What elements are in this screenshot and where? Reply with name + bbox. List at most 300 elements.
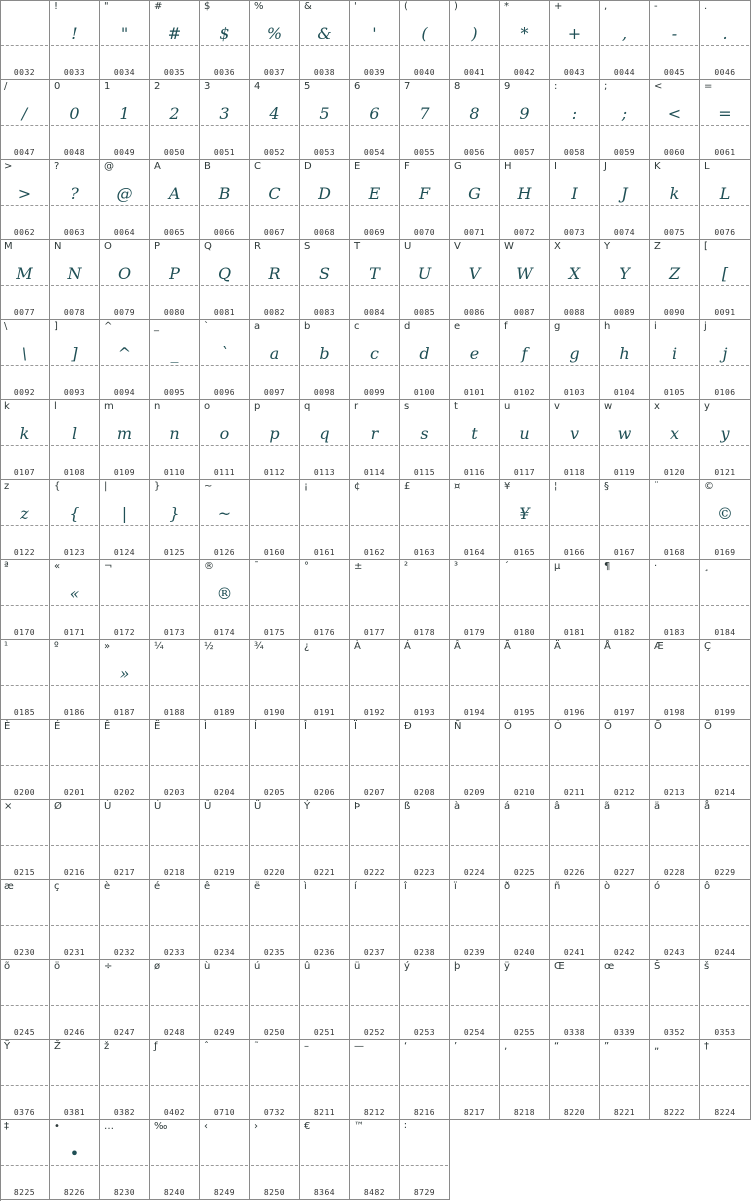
char-code: 0045	[663, 68, 686, 77]
reference-char: «	[54, 561, 61, 572]
reference-char: T	[354, 241, 361, 252]
font-glyph	[0, 822, 49, 846]
reference-char: Ÿ	[4, 1041, 11, 1052]
font-glyph	[400, 982, 449, 1006]
char-code: 0071	[463, 228, 486, 237]
reference-char: ì	[304, 881, 307, 892]
glyph-cell	[0, 0, 50, 80]
char-code: 0084	[363, 308, 386, 317]
char-code: 0167	[613, 548, 636, 557]
font-glyph	[600, 982, 649, 1006]
glyph-cell	[150, 960, 200, 1040]
glyph-cell	[700, 800, 751, 880]
font-glyph: .	[722, 24, 728, 43]
char-code: 0236	[313, 948, 336, 957]
reference-char: Î	[304, 721, 307, 732]
char-code: 0172	[113, 628, 136, 637]
char-code: 0098	[313, 388, 336, 397]
glyph-cell	[250, 400, 300, 480]
glyph-cell	[600, 400, 650, 480]
font-glyph	[500, 902, 549, 926]
glyph-cell	[400, 80, 450, 160]
char-code: 0234	[213, 948, 236, 957]
font-glyph	[700, 662, 750, 686]
char-code: 0219	[213, 868, 236, 877]
glyph-cell	[500, 640, 550, 720]
glyph-cell	[50, 320, 100, 400]
reference-char: a	[254, 321, 261, 332]
glyph-cell	[150, 720, 200, 800]
font-glyph	[400, 502, 449, 526]
font-glyph	[450, 1062, 499, 1086]
reference-char: 6	[354, 81, 361, 92]
glyph-cell	[300, 880, 350, 960]
glyph-cell	[450, 1040, 500, 1120]
font-glyph	[300, 902, 349, 926]
font-glyph	[300, 1062, 349, 1086]
reference-char: Š	[654, 961, 661, 972]
reference-char: ý	[404, 961, 410, 972]
char-code: 0188	[163, 708, 186, 717]
reference-char: |	[104, 481, 108, 492]
font-glyph: +	[567, 24, 582, 43]
reference-char: q	[304, 401, 311, 412]
char-code: 0039	[363, 68, 386, 77]
glyph-cell	[50, 400, 100, 480]
font-glyph	[650, 662, 699, 686]
font-glyph: 2	[169, 104, 180, 123]
font-glyph: X	[568, 264, 581, 283]
font-glyph	[250, 1062, 299, 1086]
glyph-cell	[50, 480, 100, 560]
glyph-cell	[250, 1120, 300, 1200]
reference-char: ×	[4, 801, 13, 812]
glyph-cell	[0, 1120, 50, 1200]
char-code: 0201	[63, 788, 86, 797]
font-glyph: y	[720, 424, 730, 443]
font-glyph: v	[569, 424, 580, 443]
reference-char: Ú	[154, 801, 162, 812]
font-glyph	[450, 662, 499, 686]
glyph-cell	[650, 400, 700, 480]
font-glyph	[400, 582, 449, 606]
reference-char: <	[654, 81, 663, 92]
char-code: 0032	[13, 68, 36, 77]
font-glyph: b	[319, 344, 330, 363]
reference-char: ¢	[354, 481, 361, 492]
char-code: 0226	[563, 868, 586, 877]
font-glyph	[250, 742, 299, 766]
font-glyph: •	[69, 1144, 80, 1163]
font-glyph: )	[471, 24, 478, 43]
font-glyph: 3	[219, 104, 230, 123]
char-code: 0227	[613, 868, 636, 877]
reference-char: (	[404, 1, 408, 12]
glyph-cell	[300, 240, 350, 320]
glyph-cell	[200, 0, 250, 80]
font-glyph: k	[669, 184, 680, 203]
glyph-cell	[700, 160, 751, 240]
char-code: 0339	[613, 1028, 636, 1037]
font-glyph: Z	[668, 264, 681, 283]
glyph-cell	[300, 0, 350, 80]
reference-char: ¿	[304, 641, 310, 652]
glyph-cell	[350, 1040, 400, 1120]
font-glyph	[350, 1142, 399, 1166]
char-code: 0069	[363, 228, 386, 237]
font-glyph	[350, 662, 399, 686]
reference-char: y	[704, 401, 710, 412]
char-code: 0189	[213, 708, 236, 717]
char-code: 8364	[313, 1188, 336, 1197]
char-code: 8240	[163, 1188, 186, 1197]
glyph-cell	[200, 320, 250, 400]
font-glyph	[450, 822, 499, 846]
reference-char: ž	[104, 1041, 110, 1052]
font-glyph	[200, 742, 249, 766]
glyph-cell	[100, 0, 150, 80]
reference-char: 7	[404, 81, 411, 92]
glyph-cell	[100, 720, 150, 800]
font-glyph	[150, 582, 199, 606]
font-glyph: i	[671, 344, 678, 363]
reference-char: G	[454, 161, 462, 172]
font-glyph	[350, 742, 399, 766]
char-code: 0040	[413, 68, 436, 77]
char-code: 0096	[213, 388, 236, 397]
reference-char: /	[4, 81, 8, 92]
reference-char: î	[404, 881, 407, 892]
reference-char: †	[704, 1041, 709, 1052]
char-code: 0072	[513, 228, 536, 237]
glyph-cell	[500, 880, 550, 960]
font-glyph: k	[19, 424, 30, 443]
char-code: 0089	[613, 308, 636, 317]
reference-char: x	[654, 401, 660, 412]
glyph-cell	[350, 720, 400, 800]
reference-char: ‹	[204, 1121, 208, 1132]
font-glyph	[100, 902, 149, 926]
char-code: 0123	[63, 548, 86, 557]
reference-char: c	[354, 321, 360, 332]
char-code: 0232	[113, 948, 136, 957]
font-glyph	[600, 502, 649, 526]
glyph-cell	[250, 720, 300, 800]
reference-char: C	[254, 161, 261, 172]
glyph-cell	[0, 880, 50, 960]
glyph-cell	[300, 160, 350, 240]
reference-char: “	[554, 1041, 560, 1052]
char-code: 0221	[313, 868, 336, 877]
glyph-cell	[700, 320, 751, 400]
glyph-cell	[600, 320, 650, 400]
char-code: 0077	[13, 308, 36, 317]
font-glyph: h	[619, 344, 630, 363]
glyph-cell	[350, 800, 400, 880]
glyph-cell	[700, 0, 751, 80]
font-glyph: 4	[269, 104, 280, 123]
font-glyph	[650, 742, 699, 766]
font-glyph	[600, 742, 649, 766]
font-glyph	[600, 1062, 649, 1086]
char-code: 0193	[413, 708, 436, 717]
glyph-cell	[200, 160, 250, 240]
char-code: 0190	[263, 708, 286, 717]
font-glyph: F	[418, 184, 431, 203]
reference-char: Ý	[304, 801, 311, 812]
reference-char: X	[554, 241, 561, 252]
font-glyph: :	[571, 104, 578, 123]
glyph-cell	[450, 400, 500, 480]
reference-char: ú	[254, 961, 261, 972]
char-code: 0239	[463, 948, 486, 957]
glyph-cell	[50, 1120, 100, 1200]
reference-char: z	[4, 481, 10, 492]
glyph-cell	[100, 320, 150, 400]
font-glyph	[400, 662, 449, 686]
reference-char: O	[104, 241, 112, 252]
glyph-cell	[700, 240, 751, 320]
reference-char: Ä	[554, 641, 561, 652]
reference-char: +	[554, 1, 563, 12]
reference-char: E	[354, 161, 361, 172]
char-code: 0101	[463, 388, 486, 397]
glyph-cell	[350, 400, 400, 480]
glyph-cell	[400, 320, 450, 400]
font-glyph: _	[170, 344, 179, 363]
char-code: 0218	[163, 868, 186, 877]
glyph-cell	[0, 1040, 50, 1120]
font-glyph: J	[621, 184, 628, 203]
reference-char: ¾	[254, 641, 264, 652]
glyph-cell	[400, 560, 450, 640]
char-code: 0248	[163, 1028, 186, 1037]
reference-char: Œ	[554, 961, 565, 972]
glyph-cell	[350, 0, 400, 80]
reference-char: [	[704, 241, 708, 252]
font-glyph	[400, 742, 449, 766]
glyph-cell	[600, 560, 650, 640]
glyph-cell	[150, 640, 200, 720]
glyph-cell	[200, 80, 250, 160]
font-glyph: 6	[369, 104, 380, 123]
char-code: 0223	[413, 868, 436, 877]
reference-char: }	[154, 481, 161, 492]
glyph-cell	[250, 1040, 300, 1120]
char-code: 0076	[714, 228, 736, 237]
reference-char: í	[354, 881, 357, 892]
reference-char: û	[304, 961, 311, 972]
reference-char: 0	[54, 81, 61, 92]
reference-char: ~	[204, 481, 213, 492]
char-code: 0182	[613, 628, 636, 637]
font-glyph: j	[722, 344, 728, 363]
glyph-cell	[450, 800, 500, 880]
glyph-cell	[300, 480, 350, 560]
glyph-cell	[50, 640, 100, 720]
char-code: 0070	[413, 228, 436, 237]
reference-char: -	[654, 1, 658, 12]
reference-char: ð	[504, 881, 511, 892]
reference-char: ü	[354, 961, 361, 972]
reference-char: k	[4, 401, 10, 412]
char-code: 0117	[513, 468, 536, 477]
font-glyph	[100, 982, 149, 1006]
glyph-cell	[550, 720, 600, 800]
font-glyph	[250, 582, 299, 606]
char-code: 0036	[213, 68, 236, 77]
font-glyph	[550, 582, 599, 606]
font-glyph: A	[168, 184, 181, 203]
char-code: 0075	[663, 228, 686, 237]
glyph-cell	[700, 400, 751, 480]
char-code: 0126	[213, 548, 236, 557]
char-code: 0062	[13, 228, 36, 237]
char-code: 0162	[363, 548, 386, 557]
glyph-cell	[450, 560, 500, 640]
char-code: 0083	[313, 308, 336, 317]
reference-char: ¯	[254, 561, 259, 572]
reference-char: ï	[454, 881, 457, 892]
reference-char: š	[704, 961, 710, 972]
char-code: 8224	[714, 1108, 736, 1117]
char-code: 0206	[313, 788, 336, 797]
glyph-cell	[200, 240, 250, 320]
reference-char: ?	[54, 161, 60, 172]
font-glyph: P	[169, 264, 180, 283]
char-code: 0054	[363, 148, 386, 157]
font-glyph: g	[569, 344, 580, 363]
glyph-cell	[150, 560, 200, 640]
reference-char: ¥	[504, 481, 511, 492]
char-code: 0087	[513, 308, 536, 317]
reference-char: ƒ	[154, 1041, 158, 1052]
glyph-cell	[700, 480, 751, 560]
glyph-cell	[300, 1040, 350, 1120]
glyph-cell	[450, 640, 500, 720]
char-code: 0124	[113, 548, 136, 557]
font-glyph	[650, 582, 699, 606]
glyph-cell	[350, 960, 400, 1040]
font-glyph: »	[119, 664, 130, 683]
glyph-cell	[100, 880, 150, 960]
reference-char: ÿ	[504, 961, 510, 972]
font-glyph	[600, 822, 649, 846]
glyph-cell	[550, 1040, 600, 1120]
reference-char: é	[154, 881, 161, 892]
reference-char: H	[504, 161, 512, 172]
glyph-cell	[600, 880, 650, 960]
glyph-cell	[350, 80, 400, 160]
font-glyph	[400, 822, 449, 846]
glyph-cell	[300, 640, 350, 720]
reference-char: ë	[254, 881, 261, 892]
glyph-cell	[250, 160, 300, 240]
reference-char: Û	[204, 801, 212, 812]
glyph-cell	[550, 640, 600, 720]
reference-char: È	[4, 721, 11, 732]
glyph-cell	[250, 320, 300, 400]
glyph-cell	[600, 160, 650, 240]
char-code: 0209	[463, 788, 486, 797]
char-code: 0065	[163, 228, 186, 237]
font-glyph: 7	[419, 104, 430, 123]
char-code: 0049	[113, 148, 136, 157]
font-glyph	[700, 902, 750, 926]
font-glyph: z	[20, 504, 29, 523]
reference-char: ç	[54, 881, 60, 892]
font-glyph	[500, 742, 549, 766]
reference-char: ÷	[104, 961, 113, 972]
glyph-cell	[350, 560, 400, 640]
font-glyph: L	[719, 184, 731, 203]
reference-char: I	[554, 161, 557, 172]
char-code: 0160	[263, 548, 286, 557]
glyph-cell	[500, 480, 550, 560]
glyph-cell	[200, 1040, 250, 1120]
font-glyph: ~	[217, 504, 232, 523]
glyph-cell	[650, 800, 700, 880]
glyph-cell	[500, 960, 550, 1040]
reference-char: v	[554, 401, 560, 412]
reference-char: $	[204, 1, 211, 12]
char-code: 0240	[513, 948, 536, 957]
font-glyph: u	[519, 424, 530, 443]
font-glyph	[50, 982, 99, 1006]
char-code: 0113	[313, 468, 336, 477]
char-code: 0035	[163, 68, 186, 77]
reference-char: Ü	[254, 801, 262, 812]
char-code: 0247	[113, 1028, 136, 1037]
glyph-cell	[400, 880, 450, 960]
char-code: 0053	[313, 148, 336, 157]
reference-char: M	[4, 241, 13, 252]
glyph-cell	[550, 80, 600, 160]
font-glyph	[350, 982, 399, 1006]
char-code: 0402	[163, 1108, 186, 1117]
glyph-cell	[150, 1120, 200, 1200]
glyph-cell	[200, 800, 250, 880]
glyph-cell	[0, 800, 50, 880]
char-code: 0088	[563, 308, 586, 317]
font-glyph: 1	[119, 104, 130, 123]
char-code: 8249	[213, 1188, 236, 1197]
glyph-cell	[550, 480, 600, 560]
glyph-cell	[100, 960, 150, 1040]
glyph-cell	[600, 0, 650, 80]
glyph-cell	[400, 800, 450, 880]
char-code: 0376	[13, 1108, 36, 1117]
char-code: 0103	[563, 388, 586, 397]
char-code: 0214	[714, 788, 736, 797]
reference-char: _	[154, 321, 159, 332]
font-glyph	[100, 742, 149, 766]
glyph-cell	[0, 240, 50, 320]
char-code: 0176	[313, 628, 336, 637]
glyph-cell	[50, 160, 100, 240]
char-code: 0250	[263, 1028, 286, 1037]
glyph-cell	[450, 960, 500, 1040]
glyph-cell	[50, 0, 100, 80]
char-code: 0165	[513, 548, 536, 557]
char-code: 0107	[13, 468, 36, 477]
glyph-cell	[650, 320, 700, 400]
glyph-cell	[0, 80, 50, 160]
font-glyph	[0, 662, 49, 686]
font-glyph	[350, 822, 399, 846]
reference-char: K	[654, 161, 661, 172]
reference-char: Z	[654, 241, 661, 252]
